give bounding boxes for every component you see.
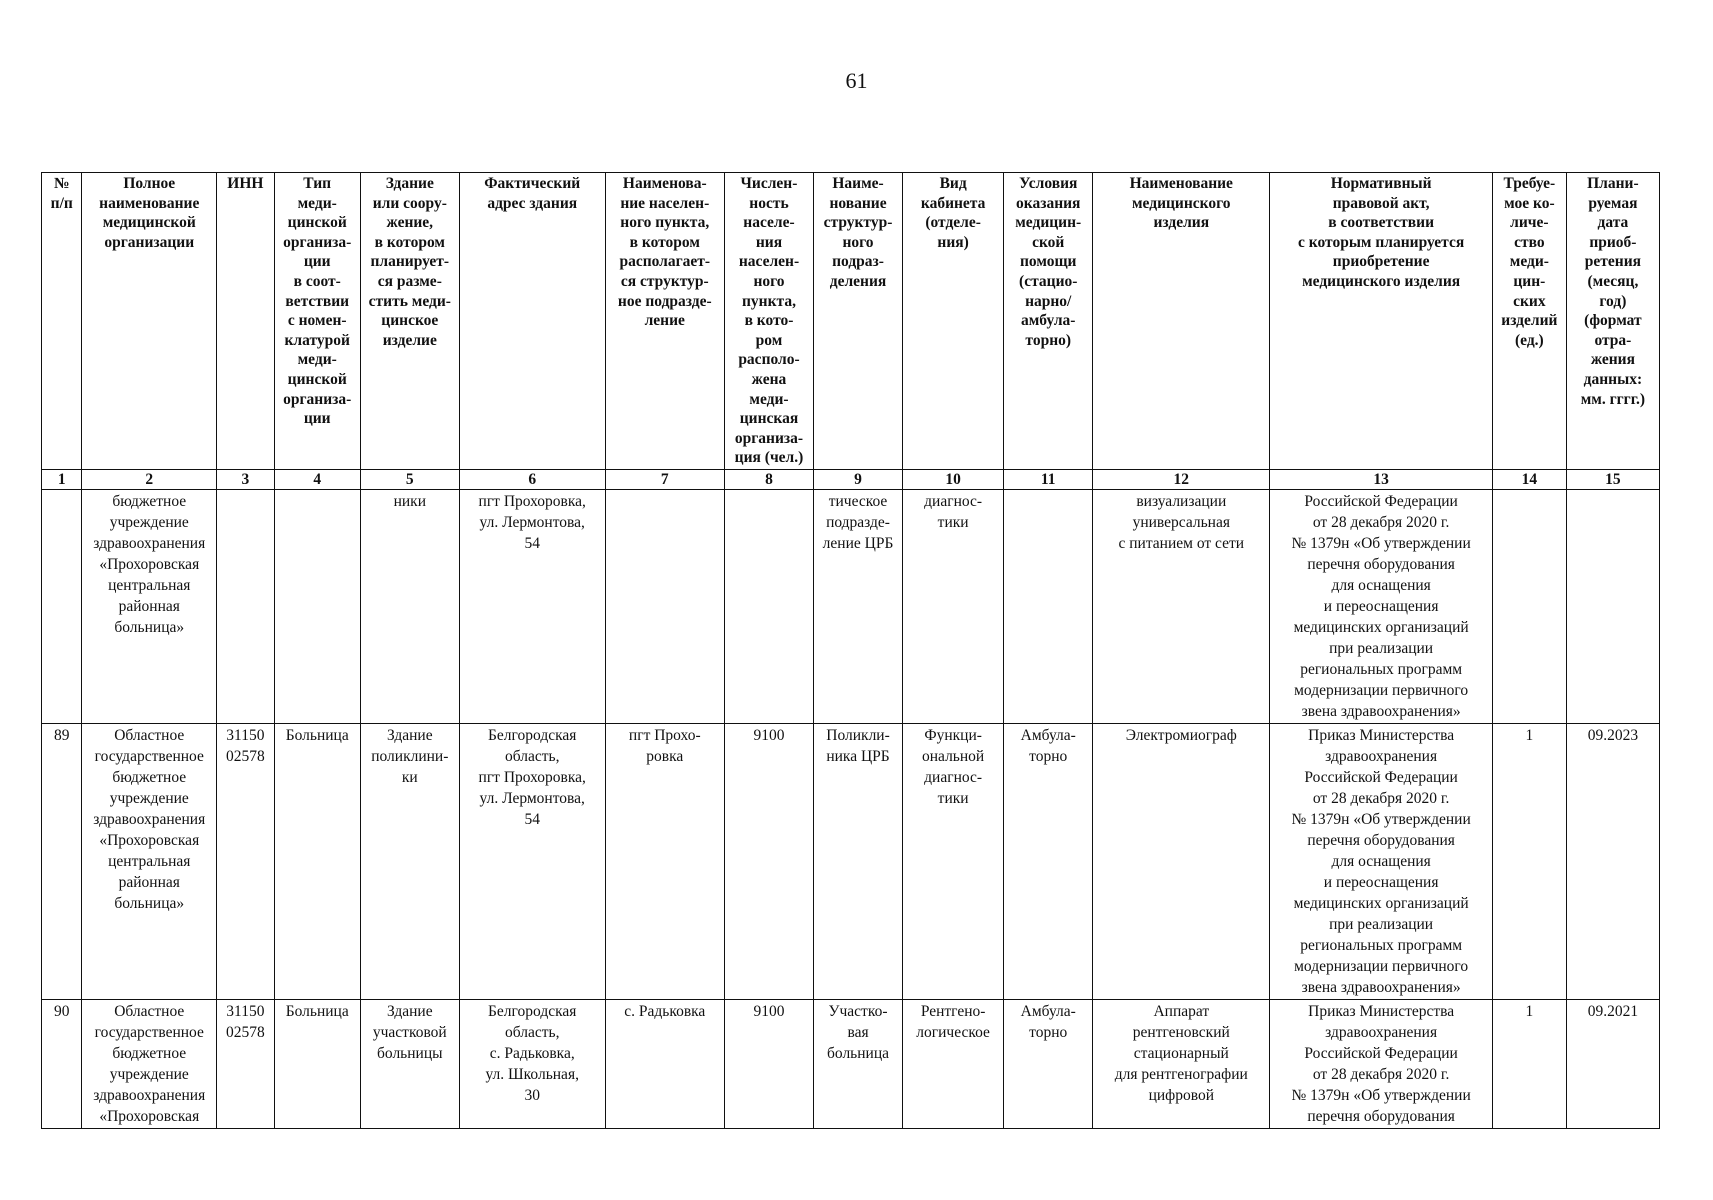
column-number: 6 [459,469,605,489]
header-cell-device: Наименование медицинского изделия [1093,173,1270,470]
table-cell: диагнос- тики [903,489,1004,723]
column-number: 9 [814,469,903,489]
column-number: 13 [1270,469,1493,489]
table-cell: ники [360,489,459,723]
column-number: 5 [360,469,459,489]
column-number: 4 [274,469,360,489]
table-cell: Здание участковой больницы [360,999,459,1128]
table-cell: 09.2023 [1566,723,1659,999]
column-number: 10 [903,469,1004,489]
table-cell: 31150 02578 [217,999,275,1128]
table-cell: 09.2021 [1566,999,1659,1128]
page-number: 61 [845,68,868,93]
table-cell [1566,489,1659,723]
column-number: 7 [605,469,724,489]
table-cell: тическое подразде- ление ЦРБ [814,489,903,723]
column-number: 3 [217,469,275,489]
column-number: 2 [82,469,217,489]
table-cell: Функци- ональной диагнос- тики [903,723,1004,999]
table-cell: Здание поликлини- ки [360,723,459,999]
header-cell-inn: ИНН [217,173,275,470]
table-row [42,723,1660,999]
table-cell [1492,489,1566,723]
table-cell: бюджетное учреждение здравоохранения «Прохоровская центральная районная больница» [82,489,217,723]
header-cell-quantity: Требуе- мое ко- личе- ство меди- цин- ских изделий (ед.) [1492,173,1566,470]
table-cell: Российской Федерации от 28 декабря 2020 г. № 1379н «Об утверждении перечня оборудования для оснащения и переоснащения медицинских организаций при реализации региональных программ модернизации первичного звена здравоохранения» [1270,489,1493,723]
header-cell-building: Здание или соору- жение, в котором планирует- ся разме- стить меди- цинское изделие [360,173,459,470]
table-cell: Аппарат рентгеновский стационарный для рентгенографии цифровой [1093,999,1270,1128]
table-cell: Областное государственное бюджетное учреждение здравоохранения «Прохоровская [82,999,217,1128]
table-cell: 9100 [724,999,813,1128]
table-cell: Амбула- торно [1004,723,1093,999]
column-number: 11 [1004,469,1093,489]
table-cell: 1 [1492,723,1566,999]
table-cell [724,489,813,723]
table-cell [274,489,360,723]
table-cell: Электромиограф [1093,723,1270,999]
table-cell: 31150 02578 [217,723,275,999]
table-cell: 90 [42,999,82,1128]
table-cell: Участко- вая больница [814,999,903,1128]
table-cell: Поликли- ника ЦРБ [814,723,903,999]
header-cell-conditions: Условия оказания медицин- ской помощи (стацио- нарно/ амбула- торно) [1004,173,1093,470]
table-cell [605,489,724,723]
column-number: 8 [724,469,813,489]
header-cell-legal-act: Нормативный правовой акт, в соответствии с которым планируется приобретение медицинского изделия [1270,173,1493,470]
table-cell: Белгородская область, с. Радьковка, ул. Школьная, 30 [459,999,605,1128]
table-cell: Приказ Министерства здравоохранения Российской Федерации от 28 декабря 2020 г. № 1379н «Об утверждении перечня оборудования для оснащения и переоснащения медицинских организаций при реализации региональных программ модернизации первичного звена здравоохранения» [1270,723,1493,999]
header-cell-cabinet: Вид кабинета (отделе- ния) [903,173,1004,470]
column-number: 15 [1566,469,1659,489]
table-cell: Больница [274,723,360,999]
table-cell: пгт Прохоровка, ул. Лермонтова, 54 [459,489,605,723]
table-cell: пгт Прохо- ровка [605,723,724,999]
header-row [42,173,1660,470]
table-cell [217,489,275,723]
column-number: 14 [1492,469,1566,489]
header-cell-division: Наиме- нование структур- ного подраз- деления [814,173,903,470]
table-cell: Амбула- торно [1004,999,1093,1128]
equipment-table [41,172,1660,1129]
table-cell: 1 [1492,999,1566,1128]
column-number: 12 [1093,469,1270,489]
table-cell: Областное государственное бюджетное учреждение здравоохранения «Прохоровская центральная районная больница» [82,723,217,999]
table-cell: Больница [274,999,360,1128]
column-number: 1 [42,469,82,489]
table-cell: визуализации универсальная с питанием от сети [1093,489,1270,723]
header-cell-address: Фактический адрес здания [459,173,605,470]
table-cell [42,489,82,723]
table-cell [1004,489,1093,723]
table-cell: с. Радьковка [605,999,724,1128]
table-cell: 9100 [724,723,813,999]
header-cell-population: Числен- ность населе- ния населен- ного пункта, в кото- ром располо- жена меди- цинская организа- ция (чел.) [724,173,813,470]
header-cell-org-type: Тип меди- цинской организа- ции в соот- ветствии с номен- клатурой меди- цинской организа- ции [274,173,360,470]
table-row [42,999,1660,1128]
header-cell-date: Плани- руемая дата приоб- ретения (месяц, год) (формат отра- жения данных: мм. гггг.) [1566,173,1659,470]
table-row [42,489,1660,723]
table-cell: 89 [42,723,82,999]
table-cell: Белгородская область, пгт Прохоровка, ул. Лермонтова, 54 [459,723,605,999]
table-cell: Приказ Министерства здравоохранения Российской Федерации от 28 декабря 2020 г. № 1379н «Об утверждении перечня оборудования [1270,999,1493,1128]
header-cell-index: № п/п [42,173,82,470]
column-number-row [42,469,1660,489]
header-cell-settlement: Наименова- ние населен- ного пункта, в котором располагает- ся структур- ное подразде- ление [605,173,724,470]
header-cell-org-name: Полное наименование медицинской организации [82,173,217,470]
table-cell: Рентгено- логическое [903,999,1004,1128]
